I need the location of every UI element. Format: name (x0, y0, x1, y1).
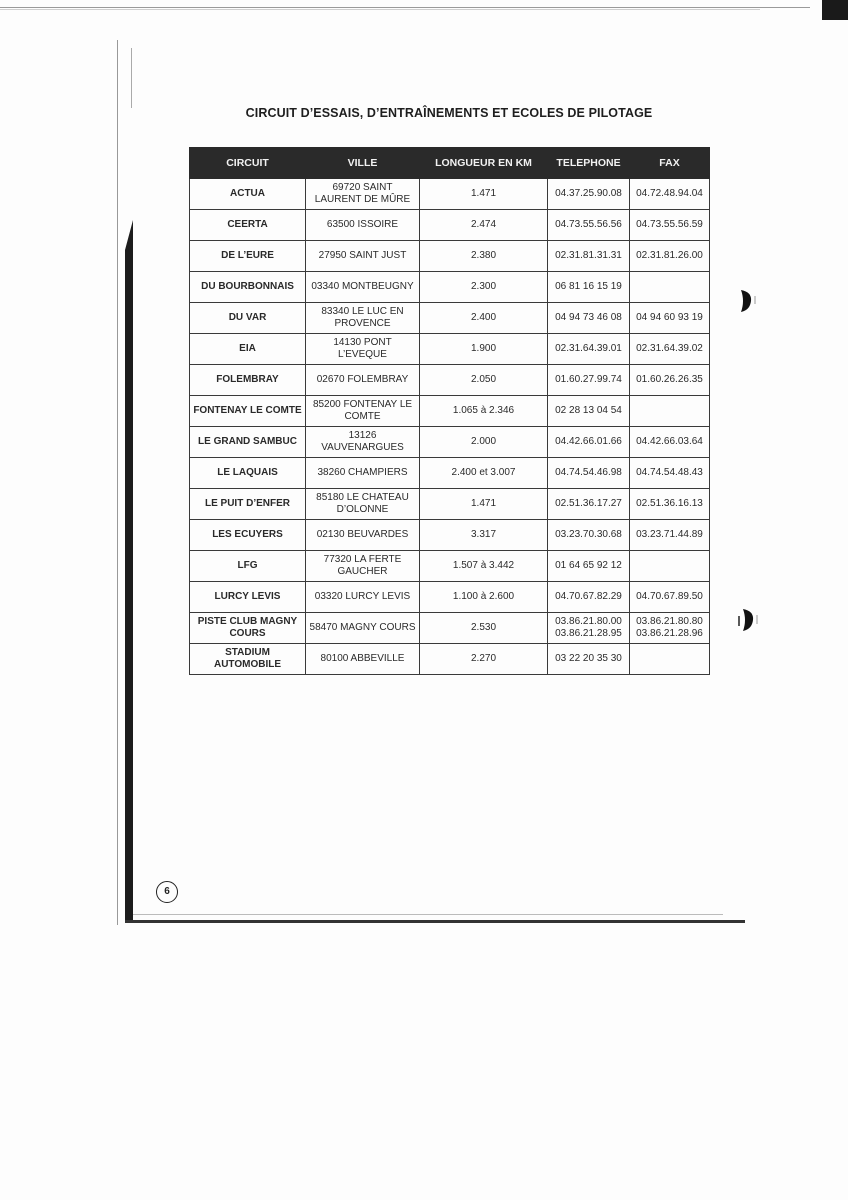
cell-longueur: 1.100 à 2.600 (420, 582, 548, 613)
cell-ville: 83340 LE LUC EN PROVENCE (306, 303, 420, 334)
cell-fax (630, 551, 710, 582)
table-row (190, 551, 710, 582)
cell-circuit: DU VAR (190, 303, 306, 334)
table-row (190, 613, 710, 644)
cell-telephone: 03.86.21.80.00 03.86.21.28.95 (548, 613, 630, 644)
cell-telephone: 04 94 73 46 08 (548, 303, 630, 334)
scan-top-rule (0, 7, 810, 8)
cell-ville: 38260 CHAMPIERS (306, 458, 420, 489)
cell-ville: 27950 SAINT JUST (306, 241, 420, 272)
cell-longueur: 2.400 (420, 303, 548, 334)
cell-longueur: 2.300 (420, 272, 548, 303)
cell-fax: 04.42.66.03.64 (630, 427, 710, 458)
cell-longueur: 1.507 à 3.442 (420, 551, 548, 582)
table-row (190, 458, 710, 489)
cell-fax: 04 94 60 93 19 (630, 303, 710, 334)
cell-circuit: DU BOURBONNAIS (190, 272, 306, 303)
cell-fax: 04.74.54.48.43 (630, 458, 710, 489)
cell-telephone: 04.70.67.82.29 (548, 582, 630, 613)
cell-telephone: 01.60.27.99.74 (548, 365, 630, 396)
table-row (190, 644, 710, 675)
binding-shadow-top (125, 220, 133, 250)
cell-fax (630, 396, 710, 427)
cell-longueur: 1.471 (420, 179, 548, 210)
cell-fax: 03.23.71.44.89 (630, 520, 710, 551)
cell-circuit: ACTUA (190, 179, 306, 210)
punch-hole-mark (736, 606, 760, 634)
cell-longueur: 1.471 (420, 489, 548, 520)
cell-longueur: 2.000 (420, 427, 548, 458)
cell-ville: 03320 LURCY LEVIS (306, 582, 420, 613)
table-body (190, 179, 710, 675)
cell-fax: 02.31.81.26.00 (630, 241, 710, 272)
cell-ville: 02130 BEUVARDES (306, 520, 420, 551)
cell-circuit: EIA (190, 334, 306, 365)
cell-fax: 03.86.21.80.80 03.86.21.28.96 (630, 613, 710, 644)
cell-circuit: LURCY LEVIS (190, 582, 306, 613)
cell-circuit: FOLEMBRAY (190, 365, 306, 396)
cell-ville: 69720 SAINT LAURENT DE MÛRE (306, 179, 420, 210)
table-row (190, 241, 710, 272)
cell-ville: 13126 VAUVENARGUES (306, 427, 420, 458)
cell-telephone: 04.37.25.90.08 (548, 179, 630, 210)
cell-fax: 04.70.67.89.50 (630, 582, 710, 613)
cell-telephone: 06 81 16 15 19 (548, 272, 630, 303)
table-row (190, 582, 710, 613)
cell-fax: 04.72.48.94.04 (630, 179, 710, 210)
table-header-row (190, 148, 710, 179)
header-fax: FAX (630, 148, 710, 179)
scan-top-rule-faint (0, 9, 760, 10)
cell-fax: 01.60.26.26.35 (630, 365, 710, 396)
scan-left-edge-short (131, 48, 132, 108)
cell-circuit: STADIUM AUTOMOBILE (190, 644, 306, 675)
cell-telephone: 03.23.70.30.68 (548, 520, 630, 551)
cell-ville: 02670 FOLEMBRAY (306, 365, 420, 396)
scan-left-edge (117, 40, 118, 925)
cell-telephone: 04.74.54.46.98 (548, 458, 630, 489)
cell-telephone: 04.42.66.01.66 (548, 427, 630, 458)
cell-telephone: 02.31.81.31.31 (548, 241, 630, 272)
cell-circuit: LFG (190, 551, 306, 582)
cell-fax: 02.31.64.39.02 (630, 334, 710, 365)
scan-corner-mark (822, 0, 848, 20)
cell-ville: 85200 FONTENAY LE COMTE (306, 396, 420, 427)
cell-telephone: 04.73.55.56.56 (548, 210, 630, 241)
page-bottom-rule-faint (133, 914, 723, 915)
table-row (190, 520, 710, 551)
cell-circuit: LE GRAND SAMBUC (190, 427, 306, 458)
table-row (190, 179, 710, 210)
cell-longueur: 3.317 (420, 520, 548, 551)
cell-circuit: PISTE CLUB MAGNY COURS (190, 613, 306, 644)
cell-ville: 77320 LA FERTE GAUCHER (306, 551, 420, 582)
header-telephone: TELEPHONE (548, 148, 630, 179)
table-row (190, 427, 710, 458)
cell-circuit: LE LAQUAIS (190, 458, 306, 489)
cell-circuit: DE L’EURE (190, 241, 306, 272)
cell-fax: 02.51.36.16.13 (630, 489, 710, 520)
cell-ville: 63500 ISSOIRE (306, 210, 420, 241)
cell-telephone: 03 22 20 35 30 (548, 644, 630, 675)
cell-circuit: CEERTA (190, 210, 306, 241)
cell-telephone: 02 28 13 04 54 (548, 396, 630, 427)
cell-longueur: 2.270 (420, 644, 548, 675)
header-circuit: CIRCUIT (190, 148, 306, 179)
document-title: CIRCUIT D’ESSAIS, D’ENTRAÎNEMENTS ET ECOLES DE PILOTAGE (245, 106, 653, 120)
table-row (190, 334, 710, 365)
cell-longueur: 2.050 (420, 365, 548, 396)
table-row (190, 272, 710, 303)
table-row (190, 303, 710, 334)
binding-shadow (125, 250, 133, 922)
cell-telephone: 02.31.64.39.01 (548, 334, 630, 365)
page-number: 6 (156, 881, 178, 903)
table-row (190, 396, 710, 427)
cell-longueur: 2.380 (420, 241, 548, 272)
page-bottom-rule (125, 920, 745, 923)
cell-fax (630, 644, 710, 675)
circuits-table (189, 147, 710, 675)
cell-longueur: 1.065 à 2.346 (420, 396, 548, 427)
cell-telephone: 02.51.36.17.27 (548, 489, 630, 520)
cell-telephone: 01 64 65 92 12 (548, 551, 630, 582)
punch-hole-mark (738, 288, 758, 314)
table-row (190, 210, 710, 241)
cell-ville: 14130 PONT L’EVEQUE (306, 334, 420, 365)
cell-circuit: FONTENAY LE COMTE (190, 396, 306, 427)
cell-ville: 03340 MONTBEUGNY (306, 272, 420, 303)
cell-longueur: 1.900 (420, 334, 548, 365)
cell-ville: 85180 LE CHATEAU D’OLONNE (306, 489, 420, 520)
cell-ville: 80100 ABBEVILLE (306, 644, 420, 675)
cell-fax: 04.73.55.56.59 (630, 210, 710, 241)
cell-circuit: LES ECUYERS (190, 520, 306, 551)
header-longueur: LONGUEUR EN KM (420, 148, 548, 179)
cell-longueur: 2.474 (420, 210, 548, 241)
table-row (190, 489, 710, 520)
cell-longueur: 2.400 et 3.007 (420, 458, 548, 489)
cell-ville: 58470 MAGNY COURS (306, 613, 420, 644)
header-ville: VILLE (306, 148, 420, 179)
table-row (190, 365, 710, 396)
cell-longueur: 2.530 (420, 613, 548, 644)
cell-fax (630, 272, 710, 303)
cell-circuit: LE PUIT D’ENFER (190, 489, 306, 520)
